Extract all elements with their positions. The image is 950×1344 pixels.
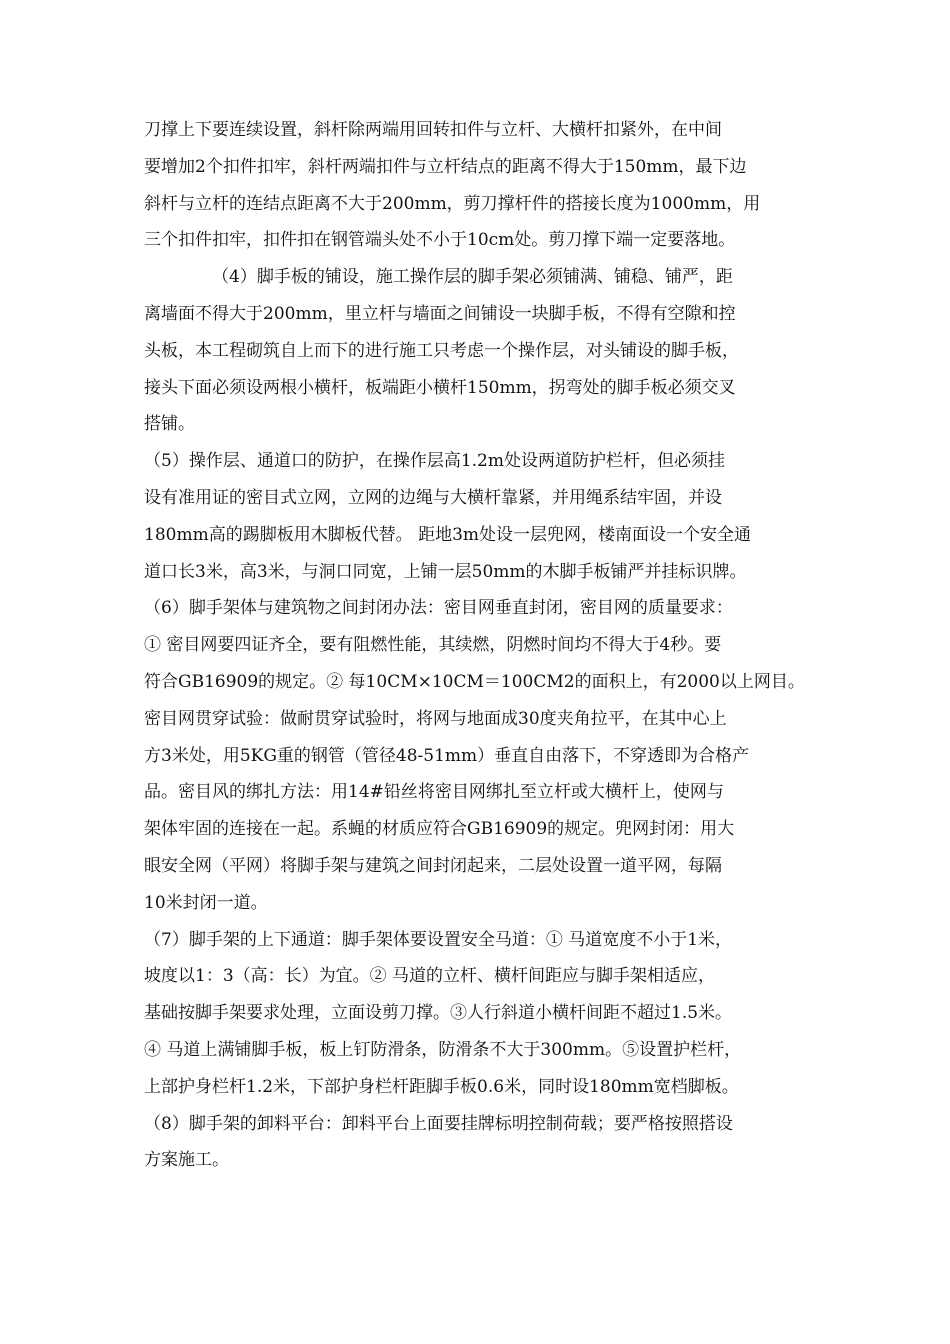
text-line: 架体牢固的连接在一起。系蝇的材质应符合GB16909的规定。兜网封闭：用大: [144, 819, 735, 840]
paragraph-5-start: （5）操作层、通道口的防护，在操作层高1.2m处设两道防护栏杆，但必须挂: [144, 451, 725, 472]
paragraph-8-start: （8）脚手架的卸料平台：卸料平台上面要挂牌标明控制荷载；要严格按照搭设: [144, 1113, 733, 1134]
paragraph-7-start: （7）脚手架的上下通道：脚手架体要设置安全马道：① 马道宽度不小于1米，: [144, 929, 733, 950]
text-line: 10米封闭一道。: [144, 892, 268, 913]
text-line: 上部护身栏杆1.2米，下部护身栏杆距脚手板0.6米，同时设180mm宽档脚板。: [144, 1076, 739, 1097]
paragraph-4-start: （4）脚手板的铺设，施工操作层的脚手架必须铺满、铺稳、铺严，距: [212, 267, 733, 288]
text-line: 坡度以1：3（高：长）为宜。② 马道的立杆、横杆间距应与脚手架相适应，: [144, 966, 716, 987]
text-line: 搭铺。: [144, 414, 195, 435]
text-line: 设有准用证的密目式立网，立网的边绳与大横杆靠紧，并用绳系结牢固，并设: [144, 487, 722, 508]
document-page: [144, 112, 820, 1179]
text-line: 要增加2个扣件扣牢，斜杆两端扣件与立杆结点的距离不得大于150mm，最下边: [144, 156, 747, 177]
text-line: 180mm高的踢脚板用木脚板代替。 距地3m处设一层兜网，楼南面设一个安全通: [144, 524, 752, 545]
text-line: 接头下面必须设两根小横杆，板端距小横杆150mm，拐弯处的脚手板必须交叉: [144, 377, 736, 398]
text-line: ① 密目网要四证齐全，要有阻燃性能，其续燃，阴燃时间均不得大于4秒。要: [144, 635, 722, 656]
text-line: 头板，本工程砌筑自上而下的进行施工只考虑一个操作层，对头铺设的脚手板，: [144, 340, 739, 361]
paragraph-6-start: （6）脚手架体与建筑物之间封闭办法：密目网垂直封闭，密目网的质量要求：: [144, 598, 733, 619]
text-line: 方案施工。: [144, 1150, 229, 1171]
text-line: 三个扣件扣牢，扣件扣在钢管端头处不小于10cm处。剪刀撑下端一定要落地。: [144, 230, 736, 251]
text-line: 符合GB16909的规定。② 每10CM×10CM＝100CM2的面积上，有2000以上网目。: [144, 671, 805, 692]
text-line: 方3米处，用5KG重的钢管（管径48-51mm）垂直自由落下，不穿透即为合格产: [144, 745, 750, 766]
text-line: 道口长3米，高3米，与洞口同宽，上铺一层50mm的木脚手板铺严并挂标识牌。: [144, 561, 747, 582]
text-line: 基础按脚手架要求处理，立面设剪刀撑。③人行斜道小横杆间距不超过1.5米。: [144, 1003, 733, 1024]
text-line: 离墙面不得大于200mm，里立杆与墙面之间铺设一块脚手板，不得有空隙和控: [144, 303, 736, 324]
text-line: 刀撑上下要连续设置，斜杆除两端用回转扣件与立杆、大横杆扣紧外，在中间: [144, 120, 722, 140]
text-line: 品。密目风的绑扎方法：用14#铅丝将密目网绑扎至立杆或大横杆上，使网与: [144, 782, 724, 803]
text-line: ④ 马道上满铺脚手板，板上钉防滑条，防滑条不大于300mm。⑤设置护栏杆，: [144, 1039, 742, 1060]
text-line: 眼安全网（平网）将脚手架与建筑之间封闭起来，二层处设置一道平网，每隔: [144, 855, 722, 876]
text-line: 密目网贯穿试验：做耐贯穿试验时，将网与地面成30度夹角拉平，在其中心上: [144, 708, 727, 729]
text-line: 斜杆与立杆的连结点距离不大于200mm，剪刀撑杆件的搭接长度为1000mm，用: [144, 193, 761, 214]
